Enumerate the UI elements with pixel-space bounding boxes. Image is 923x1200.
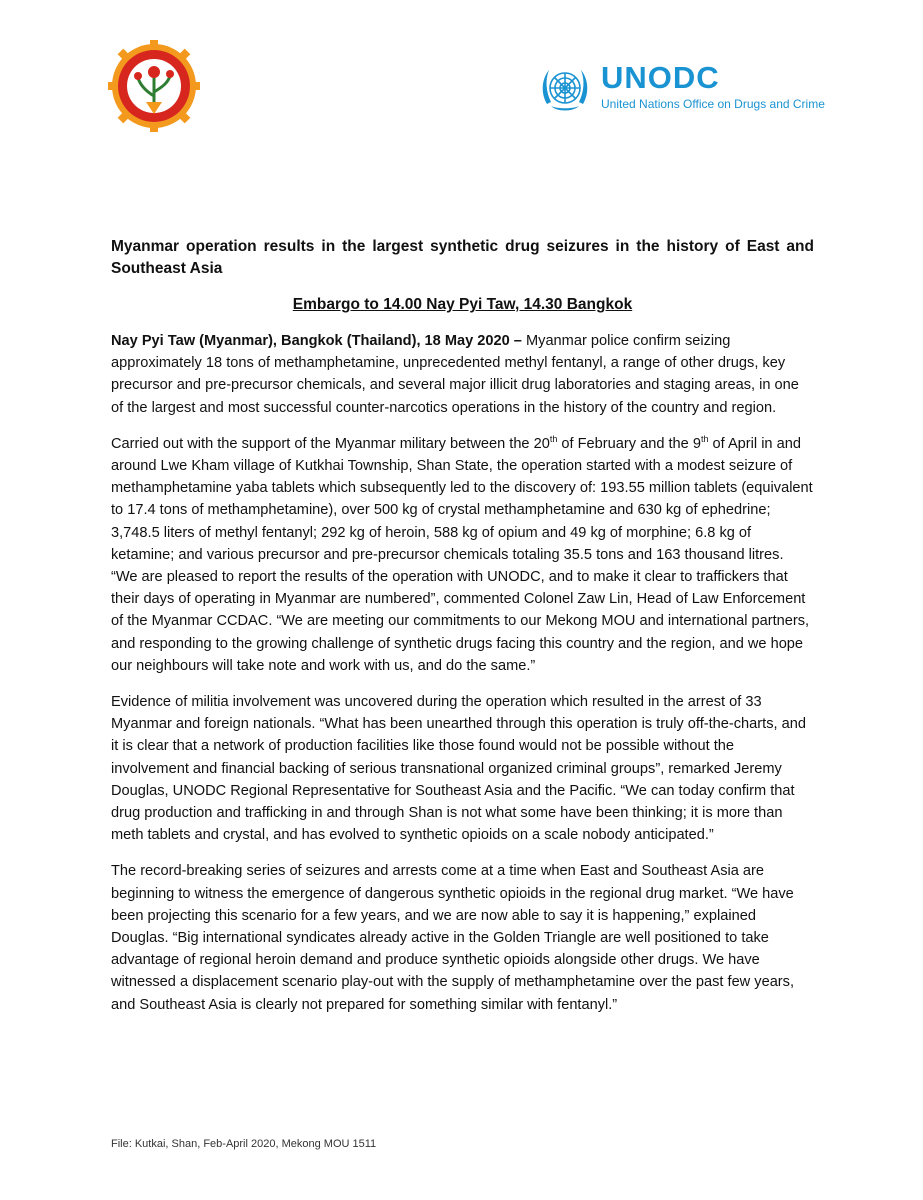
ordinal-suffix: th [549,433,558,444]
dateline: Nay Pyi Taw (Myanmar), Bangkok (Thailand), 18 May 2020 – [111,333,522,349]
unodc-wordmark: UNODC [601,60,720,95]
ccdac-emblem-icon [108,40,200,132]
unodc-subtitle: United Nations Office on Drugs and Crime [601,97,825,111]
ccdac-emblem-logo [108,40,200,132]
unodc-logo [537,60,827,116]
paragraph-2-text-a: Carried out with the support of the Myanmar military between the 20 [111,435,550,452]
paragraph-2-text-b: of February and the 9 [557,435,701,452]
ordinal-suffix: th [700,433,709,444]
paragraph-4: The record-breaking series of seizures and arrests come at a time when East and Southeast Asia are beginning to witness the emergence of dangerous synthetic opioids in the regional drug market. “We have been projecting this scenario for a few years, and we are now able to say it is happening,” explained Douglas. “Big international syndicates already active in the Golden Triangle are well positioned to take advantage of regional heroin demand and produce synthetic opioids alongside other drugs. We have witnessed a displacement scenario play-out with the supply of methamphetamine over the past few years, and Southeast Asia is clearly not prepared for something similar with fentanyl.” [111,863,795,1013]
paragraph-2-text-c: of April in and around Lwe Kham village of Kutkhai Township, Shan State, the operation started with a modest seizure of methamphetamine yaba tablets which subsequently led to the discovery of: 193.55 million tablets (equivalent to 17.4 tons of methamphetamine), over 500 kg of crystal methamphetamine and 630 kg of ephedrine; 3,748.5 liters of methyl fentanyl; 292 kg of heroin, 588 kg of opium and 49 kg of morphine; 6.8 kg of ketamine; and various precursor and pre-precursor chemicals totaling 35.5 tons and 163 thousand litres. “We are pleased to report the results of the operation with UNODC, and to make it clear to traffickers that their days of operating in Myanmar are numbered”, commented Colonel Zaw Lin, Head of Law Enforcement of the Myanmar CCDAC. “We are meeting our commitments to our Mekong MOU and international partners, and responding to the growing challenge of synthetic drugs facing this country and the region, and we hope our neighbours will take note and work with us, and do the same.” [111,435,813,674]
paragraph-2 [111,433,814,677]
file-reference-footer: File: Kutkai, Shan, Feb-April 2020, Mekong MOU 1511 [111,1138,377,1150]
press-release-body [111,236,814,1030]
paragraph-3: Evidence of militia involvement was uncovered during the operation which resulted in the arrest of 33 Myanmar and foreign nationals. “What has been unearthed through this operation is truly off-the-charts, and it is clear that a network of production facilities like those found would not be possible without the involvement and financial backing of serious transnational organized criminal groups”, remarked Jeremy Douglas, UNODC Regional Representative for Southeast Asia and the Pacific. “We can today confirm that drug production and trafficking in and through Shan is not what some have been thinking; it is more than meth tablets and crystal, and has evolved to synthetic opioids on a scale nobody anticipated.” [111,694,806,844]
paragraph-1-text: Myanmar police confirm seizing approximately 18 tons of methamphetamine, unprecedented methyl fentanyl, a range of other drugs, key precursor and pre-precursor chemicals, and several major illicit drug laboratories and staging areas, in one of the largest and most successful counter-narcotics operations in the history of the country and region. [111,333,799,416]
embargo-line: Embargo to 14.00 Nay Pyi Taw, 14.30 Bangkok [292,296,633,313]
un-emblem-icon [537,60,593,116]
press-release-title: Myanmar operation results in the largest synthetic drug seizures in the history of East and Southeast Asia [111,238,814,277]
paragraph-1 [111,330,814,419]
